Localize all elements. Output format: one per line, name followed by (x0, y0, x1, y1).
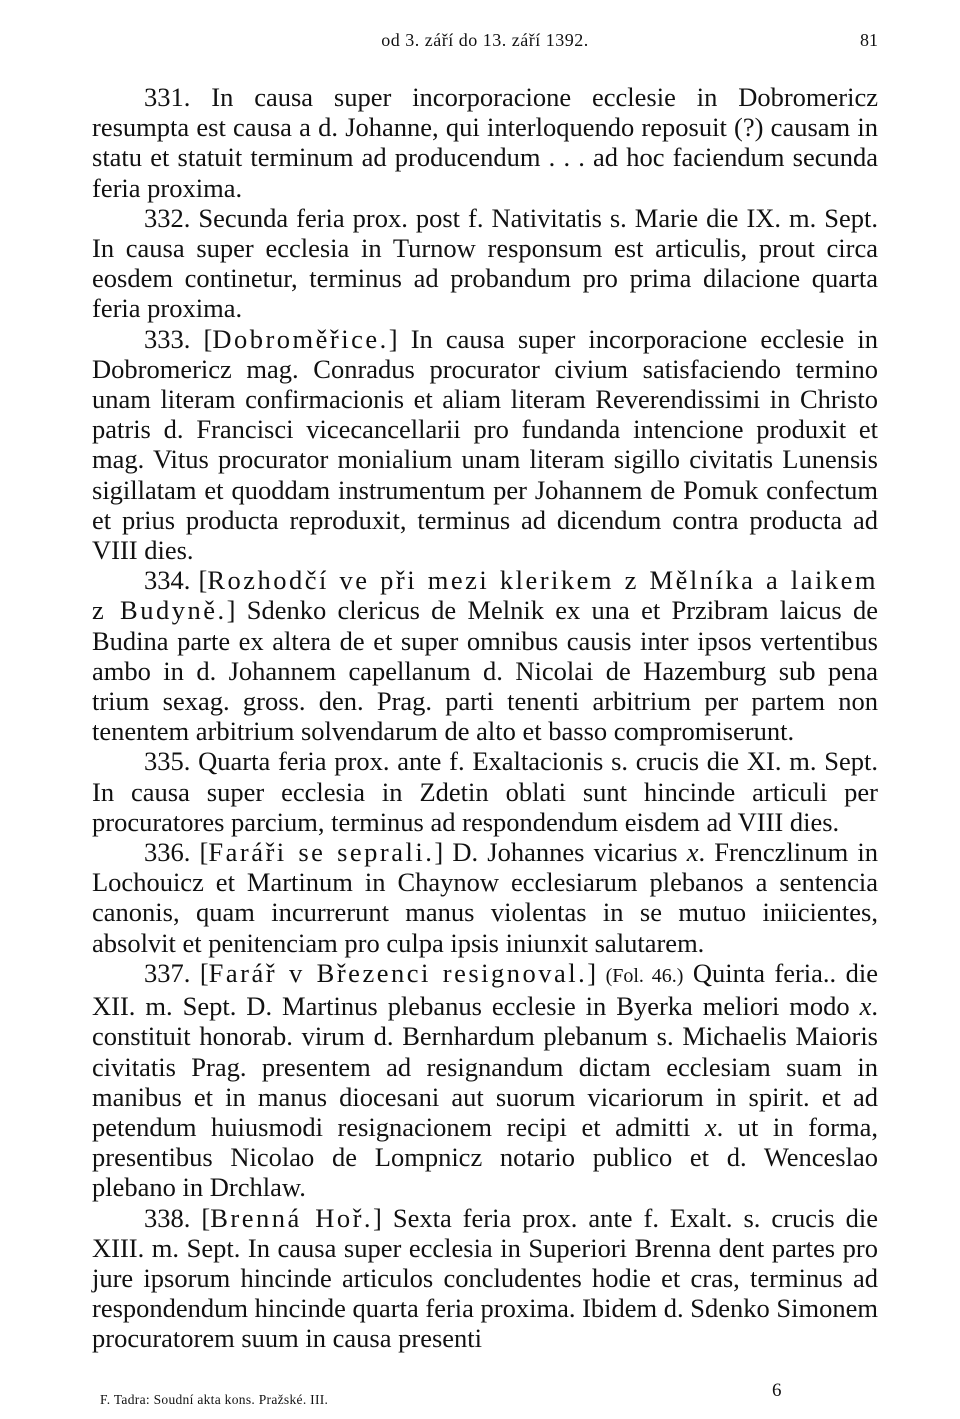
entry-paragraph (92, 203, 878, 324)
entry-text: . ut in forma, presentibus Nicolao de Lompnicz notario publico et d. Wenceslao plebano in Drchlaw. (92, 1111, 879, 1203)
entry-heading: Rozhodčí ve při mezi klerikem z Mělníka a laikem z Budyně. (92, 565, 878, 626)
entry-paragraph (92, 1203, 878, 1354)
entry-text: [ (190, 323, 213, 354)
abbreviation-mark: x (704, 1111, 717, 1142)
entry-text: ] Sexta feria prox. ante f. Exalt. s. crucis die XIII. m. Sept. In causa super ecclesia in Superiori Brenna dent partes pro jure ipsorum hincinde articulos concludentes hodie et cras, terminus ad respondendum hincinde quarta feria proxima. Ibidem d. Sdenko Simonem procuratorem suum in causa presenti (92, 1202, 878, 1354)
entry-number: 334. (144, 565, 191, 596)
folio-reference: (Fol. 46.) (605, 964, 684, 987)
body-text (92, 82, 878, 1354)
entry-heading: Brenná Hoř. (210, 1202, 374, 1233)
entry-number: 332. (144, 202, 191, 233)
entry-number: 338. (144, 1202, 191, 1233)
entry-text: Quinta feria.. die XII. m. Sept. D. Martinus plebanus ecclesie in Byerka meliori modo (92, 957, 878, 1022)
entry-text: ] (587, 957, 606, 988)
entry-paragraph (92, 746, 878, 837)
sheet-signature: 6 (772, 1380, 782, 1401)
entry-text: Quarta feria prox. ante f. Exaltacionis s. crucis die XI. m. Sept. In causa super ecclesia in Zdetin oblati sunt hincinde articuli per procuratores parcium, terminus ad respondendum eisdem ad VIII dies. (92, 746, 878, 837)
page-header (92, 30, 878, 56)
entry-text: In causa super incorporacione ecclesie in Dobromericz resumpta est causa a d. Johanne, qui interloquendo reposuit (?) causam in statu et statuit terminum ad producendum . . . ad hoc faciendum secunda feria proxima. (92, 82, 878, 203)
entry-heading: Dobroměřice. (212, 323, 389, 354)
entry-text: ] D. Johannes vicarius (434, 837, 687, 868)
page-number: 81 (860, 30, 878, 50)
entry-text: ] In causa super incorporacione ecclesie in Dobromericz mag. Conradus procurator civium satisfaciendo termino unam literam confirmacionis et aliam literam Reverendissimi in Christo patris d. Francisci vicecancellarii pro fundanda intencione produxit et mag. Vitus procurator monialium unam literam sigillo civitatis Lunensis sigillatam et quoddam instrumentum per Johannem de Pomuk confectum et prius producta reproduxit, terminus ad dicendum contra producta ad VIII dies. (92, 323, 879, 566)
running-title: od 3. září do 13. září 1392. (381, 30, 589, 50)
entry-paragraph (92, 565, 878, 746)
entry-heading: Farář v Březenci resignoval. (208, 957, 588, 988)
entry-text: [ (190, 1202, 211, 1233)
source-citation: F. Tadra: Soudní akta kons. Pražské. III. (100, 1392, 329, 1407)
page-footer (92, 1380, 878, 1412)
book-page (92, 0, 878, 1419)
entry-text: [ (190, 837, 209, 868)
entry-heading: Faráři se seprali. (208, 837, 435, 868)
entry-number: 333. (144, 323, 191, 354)
entry-text: . Frenczlinum in Lochouicz et Martinum in Chaynow ecclesiarum plebanos a sentencia canonis, quam incurrerunt manus violentas in se mutuo iniicientes, absolvit et penitenciam pro culpa ipsis iniunxit salutarem. (92, 837, 878, 958)
abbreviation-mark: x (686, 837, 699, 868)
entry-text: [ (190, 565, 208, 596)
entry-text: . constituit honorab. virum d. Bernhardum plebanum s. Michaelis Maioris civitatis Prag. presentem ad resignandum dictam ecclesiam suam in manibus et in manus diocesani aut suorum vicariorum in spirit. et ad petendum huiusmodi resignacionem recipi et admitti (92, 991, 878, 1142)
entry-text: ] Sdenko clericus de Melnik ex una et Przibram laicus de Budina parte ex altera de et super omnibus causis inter ipsos vertentibus ambo in d. Johannem capellanum d. Nicolai de Hazemburg sub pena trium sexag. gross. den. Prag. parti tenenti arbitrium per partem non tenentem arbitrium solvendarum de alto et basso compromiserunt. (92, 595, 878, 747)
entry-text: [ (190, 957, 209, 988)
entry-paragraph (92, 324, 878, 566)
entry-paragraph (92, 82, 878, 203)
entry-number: 336. (144, 837, 191, 868)
entry-number: 335. (144, 746, 191, 777)
abbreviation-mark: x (859, 991, 872, 1022)
entry-number: 331. (144, 82, 191, 112)
entry-number: 337. (144, 957, 191, 988)
entry-paragraph (92, 958, 878, 1203)
entry-text: Secunda feria prox. post f. Nativitatis s. Marie die IX. m. Sept. In causa super ecclesia in Turnow responsum est articulis, prout circa eosdem continetur, terminus ad probandum pro prima dilacione quarta feria proxima. (92, 202, 878, 324)
entry-paragraph (92, 837, 878, 958)
